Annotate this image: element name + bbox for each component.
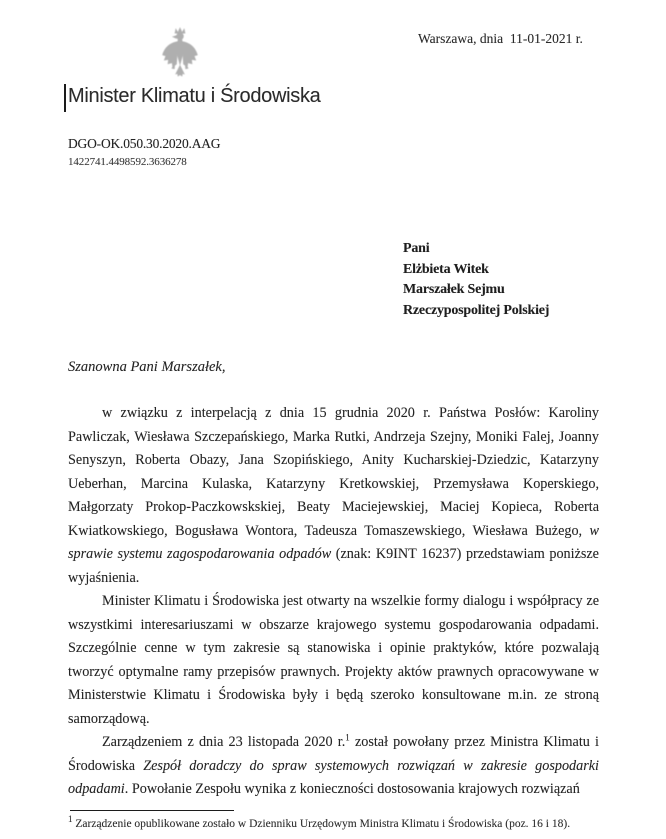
place-and-date: Warszawa, dnia 11-01-2021 r. xyxy=(418,31,583,46)
sender-title: Minister Klimatu i Środowiska xyxy=(68,85,321,107)
p3-text-mid: został powołany przez Ministra Klimatu i Środowiska xyxy=(68,734,599,774)
paragraph-3 xyxy=(68,731,599,802)
p3-italic-team-name: Zespół doradczy do spraw systemowych rozwiązań w zakresie gospodarki odpadami xyxy=(68,757,599,797)
p1-text: w związku z interpelacją z dnia 15 grudnia 2020 r. Państwa Posłów: Karoliny Pawliczak, Wiesława Szczepańskiego, Marka Rutki, Andrzeja Szejny, Moniki Falej, Joanny Senyszyn, Roberta Obazy, Jana Szopińskiego, Anity Kucharskiej-Dziedzic, Katarzyny Ueberhan, Marcina Kulaska, Katarzyny Kretkowskiej, Przemysława Koperskiego, Małgorzaty Prokop-Paczkowskskiej, Beaty Maciejewskiej, Maciej Kopieca, Roberta Kwiatkowskiego, Bogusława Wontora, Tadeusza Tomaszewskiego, Wiesława Bużego, xyxy=(68,405,599,539)
footnote-text: Zarządzenie opublikowane zostało w Dzienniku Urzędowym Ministra Klimatu i Środowiska (poz. 16 i 18). xyxy=(72,818,571,830)
recipient-line-pani: Pani xyxy=(403,241,430,256)
letter-body xyxy=(68,402,599,802)
polish-eagle-emblem-icon xyxy=(160,26,200,82)
footnote-marker: 1 xyxy=(68,814,73,825)
reference-number: DGO-OK.050.30.2020.AAG xyxy=(68,136,221,151)
p1-italic-subject: w sprawie systemu zagospodarowania odpadów xyxy=(68,522,599,562)
text-cursor-artifact xyxy=(64,84,66,112)
p3-text: Zarządzeniem z dnia 23 listopada 2020 r. xyxy=(102,734,346,750)
recipient-line-institution: Rzeczypospolitej Polskiej xyxy=(403,302,550,318)
recipient-line-name: Elżbieta Witek xyxy=(403,261,489,277)
recipient-line-role: Marszałek Sejmu xyxy=(403,282,505,297)
document-id-number: 1422741.4498592.3636278 xyxy=(68,156,187,168)
p3-text-end: . Powołanie Zespołu wynika z konieczności dostosowania krajowych rozwiązań xyxy=(124,781,580,797)
paragraph-1 xyxy=(68,402,599,590)
paragraph-2: Minister Klimatu i Środowiska jest otwarty na wszelkie formy dialogu i współpracy ze wszystkimi interesariuszami w obszarze krajowego systemu gospodarowania odpadami. Szczególnie cenne w tym zakresie są stanowiska i opinie praktyków, które pozwalają tworzyć optymalne ramy przepisów prawnych. Projekty aktów prawnych opracowywane w Ministerstwie Klimatu i Środowiska były i będą szeroko konsultowane m.in. ze stroną samorządową. xyxy=(68,593,599,727)
footnote xyxy=(68,814,616,831)
footnote-separator-rule xyxy=(70,810,234,811)
recipient-block xyxy=(403,239,549,321)
p1-text-end: (znak: K9INT 16237) przedstawiam poniższe wyjaśnienia. xyxy=(68,546,599,586)
salutation: Szanowna Pani Marszałek, xyxy=(68,359,226,375)
footnote-reference: 1 xyxy=(345,732,350,743)
